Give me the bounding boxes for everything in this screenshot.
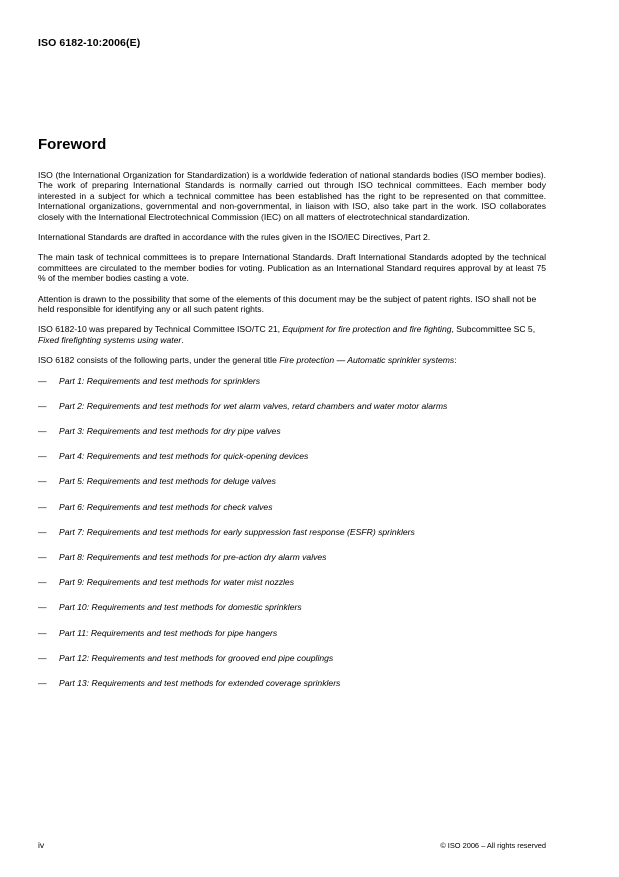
list-dash: — (38, 476, 47, 487)
paragraph-directives: International Standards are drafted in accordance with the rules given in the ISO/IEC Directives, Part 2. (38, 232, 431, 243)
page-title: Foreword (38, 136, 107, 153)
list-dash: — (38, 627, 47, 638)
list-dash: — (38, 375, 47, 386)
list-item (38, 451, 546, 476)
paragraph-parts-intro (38, 355, 546, 365)
committee-title: Equipment for fire protection and fire fighting (282, 324, 452, 335)
list-item (38, 577, 546, 602)
part-title: Part 5: Requirements and test methods for deluge valves (59, 476, 276, 487)
part-title: Part 12: Requirements and test methods for grooved end pipe couplings (59, 652, 334, 663)
list-item (38, 476, 546, 501)
list-dash: — (38, 526, 47, 537)
colon: : (454, 355, 457, 366)
list-item (38, 527, 546, 552)
list-item (38, 401, 546, 426)
part-title: Part 9: Requirements and test methods for water mist nozzles (59, 577, 294, 588)
list-dash: — (38, 602, 47, 613)
list-item (38, 426, 546, 451)
list-dash: — (38, 426, 47, 437)
parts-intro-text: ISO 6182 consists of the following parts, under the general title (38, 355, 280, 366)
part-title: Part 7: Requirements and test methods for early suppression fast response (ESFR) sprinklers (59, 526, 415, 537)
list-item (38, 628, 546, 653)
paragraph-prepared-by (38, 324, 546, 345)
list-item (38, 376, 546, 401)
period: . (181, 334, 184, 345)
list-dash: — (38, 501, 47, 512)
list-item (38, 678, 546, 703)
list-dash: — (38, 400, 47, 411)
list-dash: — (38, 577, 47, 588)
page-number: iv (38, 840, 45, 850)
list-item (38, 653, 546, 678)
part-title: Part 1: Requirements and test methods for sprinklers (59, 375, 261, 386)
list-dash: — (38, 677, 47, 688)
part-title: Part 2: Requirements and test methods for wet alarm valves, retard chambers and water motor alarms (59, 400, 448, 411)
part-title: Part 6: Requirements and test methods for check valves (59, 501, 273, 512)
part-title: Part 11: Requirements and test methods for pipe hangers (59, 627, 278, 638)
paragraph-committees: The main task of technical committees is to prepare International Standards. Draft International Standards adopted by the technical committees are circulated to the member bodies for voting. Publication as an International Standard requires approval by at least 75 % of the member bodies casting a vote. (38, 252, 546, 284)
part-title: Part 4: Requirements and test methods for quick-opening devices (59, 451, 309, 462)
paragraph-iso-intro: ISO (the International Organization for Standardization) is a worldwide federation of national standards bodies (ISO member bodies). The work of preparing International Standards is normally carried out through ISO technical committees. Each member body interested in a subject for which a technical committee has been established has the right to be represented on that committee. International organizations, governmental and non-governmental, in liaison with ISO, also take part in the work. ISO collaborates closely with the International Electrotechnical Commission (IEC) on all matters of electrotechnical standardization. (38, 170, 546, 222)
foreword-body (38, 170, 546, 703)
subcommittee-title: Fixed firefighting systems using water (38, 334, 182, 345)
general-title: Fire protection — Automatic sprinkler systems (279, 355, 455, 366)
list-dash: — (38, 652, 47, 663)
copyright-notice: © ISO 2006 – All rights reserved (440, 841, 546, 850)
part-title: Part 13: Requirements and test methods for extended coverage sprinklers (59, 677, 341, 688)
part-title: Part 3: Requirements and test methods for dry pipe valves (59, 426, 281, 437)
prepared-by-text: ISO 6182-10 was prepared by Technical Committee ISO/TC 21, (38, 324, 283, 335)
list-dash: — (38, 552, 47, 562)
parts-list (38, 376, 546, 703)
part-title: Part 8: Requirements and test methods for pre-action dry alarm valves (59, 552, 327, 562)
list-item (38, 502, 546, 527)
document-identifier: ISO 6182-10:2006(E) (38, 37, 141, 49)
part-title: Part 10: Requirements and test methods for domestic sprinklers (59, 602, 302, 613)
subcommittee-text: , Subcommittee SC 5, (451, 324, 536, 335)
list-item (38, 552, 546, 577)
paragraph-patent-rights: Attention is drawn to the possibility that some of the elements of this document may be the subject of patent rights. ISO shall not be held responsible for identifying any or all such patent rights. (38, 293, 537, 315)
list-dash: — (38, 451, 47, 462)
list-item (38, 602, 546, 627)
